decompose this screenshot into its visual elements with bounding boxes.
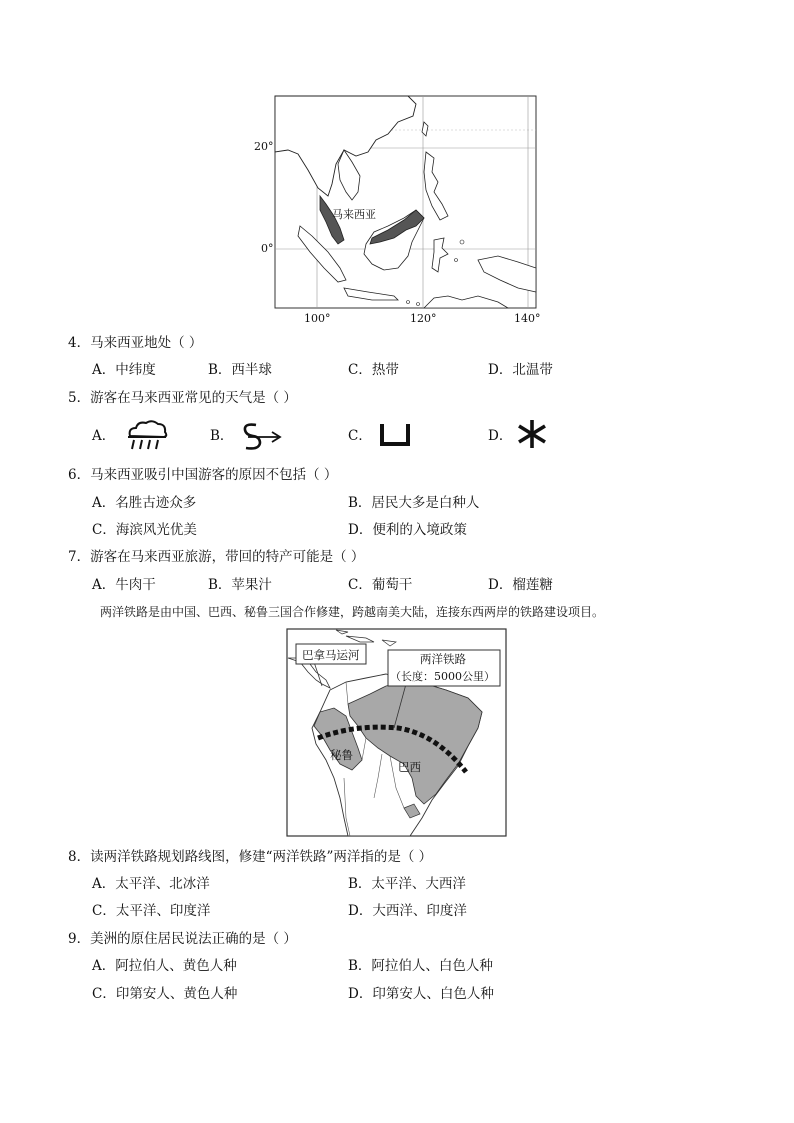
bracket-symbol-icon — [378, 422, 412, 452]
southeast-asia-map — [248, 92, 548, 328]
q6-option-a[interactable]: A．名胜古迹众多 — [92, 495, 197, 511]
rain-cloud-icon — [124, 418, 170, 456]
q7-option-d[interactable]: D．榴莲糖 — [488, 577, 553, 593]
q9-option-c[interactable]: C．印第安人、黄色人种 — [92, 986, 238, 1002]
q4-option-d[interactable]: D．北温带 — [488, 362, 553, 378]
q4-option-b[interactable]: B．西半球 — [208, 362, 272, 378]
question-6-stem: 6．马来西亚吸引中国游客的原因不包括（ ） — [68, 467, 338, 483]
lon-label-140: 140° — [514, 312, 541, 325]
q8-option-d[interactable]: D．大西洋、印度洋 — [348, 903, 467, 919]
question-5-stem: 5．游客在马来西亚常见的天气是（ ） — [68, 390, 297, 406]
question-7-stem: 7．游客在马来西亚旅游，带回的特产可能是（ ） — [68, 549, 365, 565]
q5-option-b[interactable]: B． — [210, 428, 234, 444]
question-9-stem: 9．美洲的原住居民说法正确的是（ ） — [68, 931, 297, 947]
lat-label-20: 20° — [254, 140, 274, 153]
q6-option-d[interactable]: D．便利的入境政策 — [348, 522, 467, 538]
q8-option-b[interactable]: B．太平洋、大西洋 — [348, 876, 466, 892]
lon-label-120: 120° — [410, 312, 437, 325]
q5-option-d[interactable]: D． — [488, 428, 513, 444]
railway-label: 两洋铁路 — [420, 652, 466, 666]
q7-option-c[interactable]: C．葡萄干 — [348, 577, 413, 593]
brazil-label: 巴西 — [398, 760, 421, 774]
peru-label: 秘鲁 — [330, 748, 353, 762]
q5-option-c[interactable]: C． — [348, 428, 372, 444]
snowflake-icon — [514, 418, 550, 454]
panama-canal-label: 巴拿马运河 — [302, 648, 360, 662]
lat-label-0: 0° — [261, 242, 274, 255]
south-america-map — [286, 628, 508, 838]
wind-arrow-icon — [238, 420, 284, 456]
q6-option-b[interactable]: B．居民大多是白种人 — [348, 495, 480, 511]
q4-option-c[interactable]: C．热带 — [348, 362, 399, 378]
q8-option-a[interactable]: A．太平洋、北冰洋 — [92, 876, 210, 892]
q7-option-a[interactable]: A．牛肉干 — [92, 577, 156, 593]
q5-option-a[interactable]: A． — [92, 428, 116, 444]
lon-label-100: 100° — [304, 312, 331, 325]
railway-length-label: （长度：5000公里） — [390, 670, 495, 683]
q6-option-c[interactable]: C．海滨风光优美 — [92, 522, 197, 538]
railway-intro-text: 两洋铁路是由中国、巴西、秘鲁三国合作修建，跨越南美大陆，连接东西两岸的铁路建设项目。 — [100, 605, 605, 619]
q4-option-a[interactable]: A．中纬度 — [92, 362, 156, 378]
country-label: 马来西亚 — [332, 208, 376, 221]
q8-option-c[interactable]: C．太平洋、印度洋 — [92, 903, 211, 919]
question-8-stem: 8．读两洋铁路规划路线图，修建“两洋铁路”两洋指的是（ ） — [68, 849, 433, 865]
q9-option-a[interactable]: A．阿拉伯人、黄色人种 — [92, 958, 237, 974]
q9-option-b[interactable]: B．阿拉伯人、白色人种 — [348, 958, 493, 974]
question-4-stem: 4．马来西亚地处（ ） — [68, 335, 203, 351]
q9-option-d[interactable]: D．印第安人、白色人种 — [348, 986, 494, 1002]
q7-option-b[interactable]: B．苹果汁 — [208, 577, 272, 593]
